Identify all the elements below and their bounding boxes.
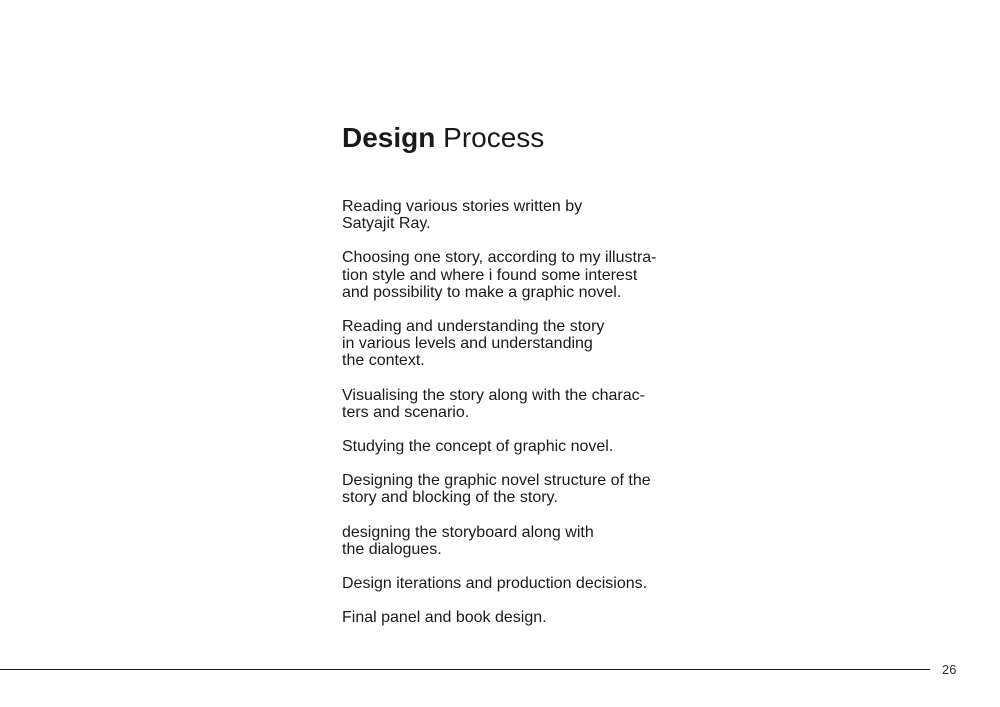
page-number: 26	[942, 662, 957, 677]
step-understanding-story: Reading and understanding the story in various levels and understanding the context.	[342, 318, 605, 370]
footer-divider	[0, 669, 930, 670]
page-title	[342, 118, 544, 158]
step-studying-concept: Studying the concept of graphic novel.	[342, 438, 614, 456]
step-reading-stories: Reading various stories written by Satyajit Ray.	[342, 198, 583, 233]
step-designing-structure: Designing the graphic novel structure of the story and blocking of the story.	[342, 472, 651, 507]
step-visualising: Visualising the story along with the charac- ters and scenario.	[342, 386, 645, 421]
step-design-iterations: Design iterations and production decisions.	[342, 575, 648, 593]
design-process-steps	[342, 198, 657, 643]
step-storyboard: designing the storyboard along with the dialogues.	[342, 523, 594, 558]
step-final-panel: Final panel and book design.	[342, 609, 547, 627]
page-title-regular: Process	[443, 122, 545, 153]
step-choosing-story: Choosing one story, according to my illustra- tion style and where i found some interest and possibility to make a graphic novel.	[342, 249, 657, 301]
page-title-bold: Design	[342, 122, 436, 153]
